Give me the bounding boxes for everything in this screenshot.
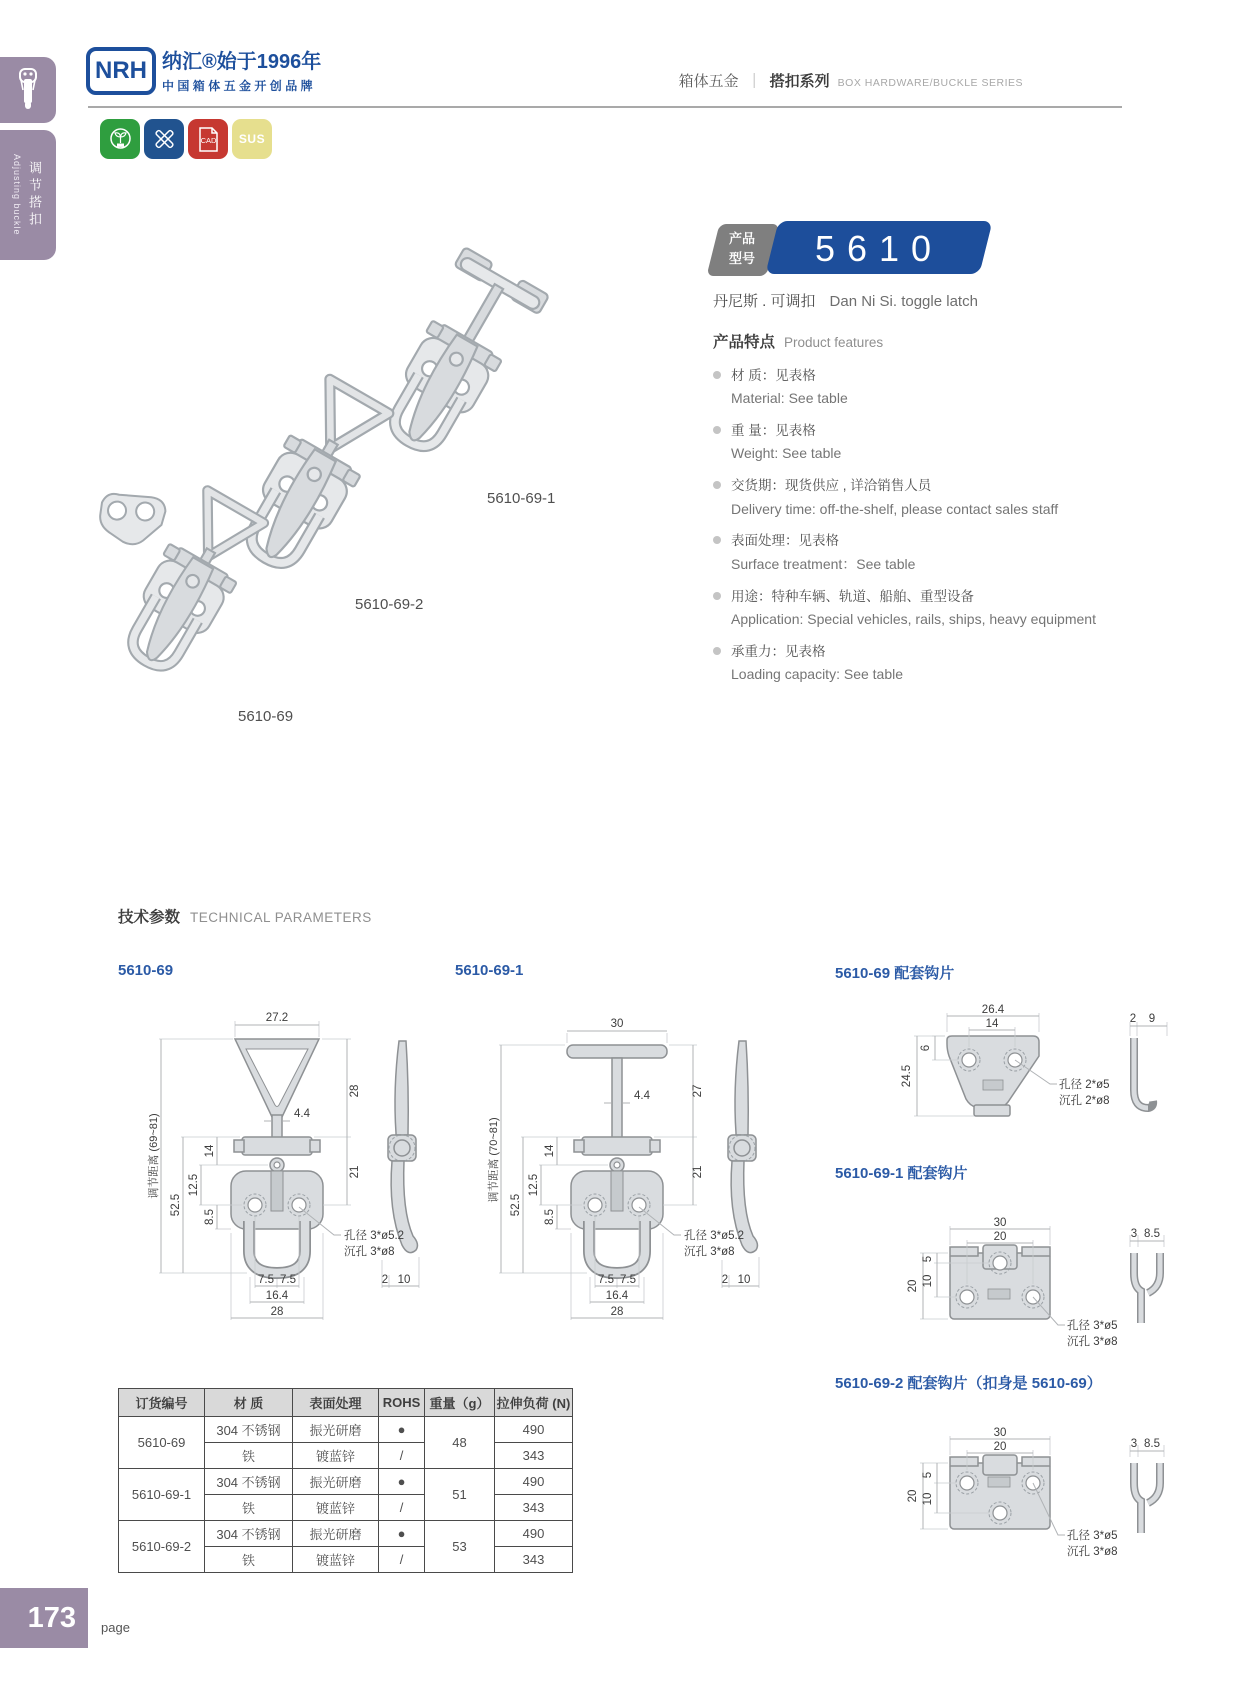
svg-text:孔径 3*ø5: 孔径 3*ø5 xyxy=(1067,1530,1118,1542)
feature-cn: 用途：特种车辆、轨道、船舶、重型设备 xyxy=(731,588,974,604)
table-row xyxy=(119,1469,573,1495)
col-material: 材 质 xyxy=(205,1389,293,1417)
feature-cn: 交货期：现货供应 , 详洽销售人员 xyxy=(731,478,932,494)
features-title-en: Product features xyxy=(784,335,884,350)
product-features xyxy=(713,330,1145,684)
cell-load: 343 xyxy=(495,1547,573,1573)
cell-rohs: / xyxy=(379,1443,425,1469)
svg-text:3: 3 xyxy=(1130,1438,1138,1450)
cell-weight: 53 xyxy=(425,1521,495,1573)
page-number-block xyxy=(0,1588,88,1648)
feature-item xyxy=(713,587,1145,629)
tech-drawing-hook-69 xyxy=(800,1000,1220,1155)
series-header xyxy=(645,70,1023,91)
badge-label-line2: 型号 xyxy=(728,251,755,267)
svg-text:20: 20 xyxy=(907,1489,919,1503)
feature-en: Delivery time: off-the-shelf, please contact sales staff xyxy=(731,500,1059,517)
svg-text:24.5: 24.5 xyxy=(901,1064,913,1088)
cell-load: 490 xyxy=(495,1521,573,1547)
svg-text:10: 10 xyxy=(922,1492,934,1506)
feature-item xyxy=(713,642,1145,684)
tech-title-en: TECHNICAL PARAMETERS xyxy=(190,910,372,925)
svg-text:5: 5 xyxy=(922,1471,934,1479)
col-load: 拉伸负荷 (N) xyxy=(495,1389,573,1417)
model-badge-label xyxy=(712,229,772,269)
svg-text:16.4: 16.4 xyxy=(265,1290,289,1302)
svg-text:27.2: 27.2 xyxy=(265,1012,289,1024)
svg-text:5: 5 xyxy=(922,1255,934,1263)
features-list xyxy=(713,366,1145,684)
svg-text:10: 10 xyxy=(737,1274,751,1286)
photo-label-5610-69: 5610-69 xyxy=(238,708,294,725)
svg-text:20: 20 xyxy=(993,1231,1007,1243)
svg-text:8.5: 8.5 xyxy=(204,1209,216,1225)
drawing-title-hook-69: 5610-69 配套钩片 xyxy=(835,965,955,982)
svg-text:10: 10 xyxy=(922,1274,934,1288)
svg-text:7.5: 7.5 xyxy=(620,1274,636,1286)
product-name-en: Dan Ni Si. toggle latch xyxy=(829,293,978,310)
cert-icons xyxy=(100,119,272,159)
cell-material: 304 不锈钢 xyxy=(205,1417,293,1443)
page-label: page xyxy=(101,1620,130,1635)
svg-text:4.4: 4.4 xyxy=(634,1090,650,1102)
svg-text:孔径 3*ø5.2: 孔径 3*ø5.2 xyxy=(344,1230,405,1242)
cell-material: 304 不锈钢 xyxy=(205,1469,293,1495)
brand-line2: 中国箱体五金开创品牌 xyxy=(162,79,317,93)
cell-rohs: ● xyxy=(379,1521,425,1547)
svg-text:孔径 3*ø5: 孔径 3*ø5 xyxy=(1067,1320,1118,1332)
svg-text:2: 2 xyxy=(1129,1013,1137,1025)
sidebar-label-cn: 调节搭扣 xyxy=(27,161,42,229)
cell-weight: 48 xyxy=(425,1417,495,1469)
feature-en: Weight: See table xyxy=(731,445,842,462)
cell-model: 5610-69-2 xyxy=(119,1521,205,1573)
features-title xyxy=(713,330,1145,352)
logo-text: NRH xyxy=(95,57,147,84)
svg-text:16.4: 16.4 xyxy=(605,1290,629,1302)
svg-text:8.5: 8.5 xyxy=(1144,1438,1160,1450)
feature-item xyxy=(713,531,1145,573)
cell-material: 铁 xyxy=(205,1443,293,1469)
svg-text:12.5: 12.5 xyxy=(528,1173,540,1197)
svg-text:7.5: 7.5 xyxy=(258,1274,274,1286)
cell-surface: 振光研磨 xyxy=(293,1417,379,1443)
cell-material: 304 不锈钢 xyxy=(205,1521,293,1547)
series-en: BOX HARDWARE/BUCKLE SERIES xyxy=(837,77,1023,89)
rohs-leaf-icon xyxy=(100,119,140,159)
svg-text:6: 6 xyxy=(920,1044,932,1052)
photo-label-5610-69-1: 5610-69-1 xyxy=(487,490,556,507)
svg-text:沉孔 3*ø8: 沉孔 3*ø8 xyxy=(344,1246,395,1258)
drawing-title-5610-69: 5610-69 xyxy=(118,962,174,979)
cell-model: 5610-69-1 xyxy=(119,1469,205,1521)
sus-icon xyxy=(232,119,272,159)
feature-cn: 表面处理：见表格 xyxy=(731,533,839,549)
svg-text:8.5: 8.5 xyxy=(1144,1228,1160,1240)
svg-text:28: 28 xyxy=(270,1306,284,1318)
cell-surface: 镀蓝锌 xyxy=(293,1495,379,1521)
product-name xyxy=(713,290,978,311)
header-divider xyxy=(88,106,1122,108)
model-number: 5610 xyxy=(814,228,944,269)
svg-text:28: 28 xyxy=(610,1306,624,1318)
latch-icon xyxy=(15,68,41,112)
svg-text:30: 30 xyxy=(610,1018,624,1030)
nrh-logo xyxy=(86,47,156,95)
svg-text:4.4: 4.4 xyxy=(294,1108,310,1120)
svg-text:20: 20 xyxy=(993,1441,1007,1453)
product-photo-5610-69 xyxy=(92,462,354,712)
cell-rohs: ● xyxy=(379,1417,425,1443)
sus-label: SUS xyxy=(238,132,266,146)
cell-surface: 振光研磨 xyxy=(293,1469,379,1495)
svg-text:12.5: 12.5 xyxy=(188,1173,200,1197)
svg-text:10: 10 xyxy=(397,1274,411,1286)
tech-drawing-hook-69-1 xyxy=(800,1195,1220,1365)
svg-text:9: 9 xyxy=(1148,1013,1156,1025)
cad-file-icon xyxy=(188,119,228,159)
svg-text:52.5: 52.5 xyxy=(510,1193,522,1217)
cell-load: 343 xyxy=(495,1443,573,1469)
svg-text:14: 14 xyxy=(204,1144,216,1158)
sidebar-label-en: Adjusting buckle xyxy=(12,154,22,236)
col-rohs: ROHS xyxy=(379,1389,425,1417)
cell-surface: 振光研磨 xyxy=(293,1521,379,1547)
feature-cn: 重 量：见表格 xyxy=(731,423,816,439)
tech-drawing-5610-69-1 xyxy=(450,995,785,1345)
series-cn-right: 搭扣系列 xyxy=(769,73,830,90)
series-cn-left: 箱体五金 xyxy=(678,73,739,90)
svg-text:孔径 3*ø5.2: 孔径 3*ø5.2 xyxy=(684,1230,745,1242)
features-title-cn: 产品特点 xyxy=(713,334,776,351)
cell-surface: 镀蓝锌 xyxy=(293,1443,379,1469)
svg-text:27: 27 xyxy=(692,1084,704,1098)
series-divider: ｜ xyxy=(746,73,762,90)
svg-text:沉孔 3*ø8: 沉孔 3*ø8 xyxy=(1067,1546,1118,1558)
tech-title-cn: 技术参数 xyxy=(118,909,181,926)
cell-surface: 镀蓝锌 xyxy=(293,1547,379,1573)
svg-text:20: 20 xyxy=(907,1279,919,1293)
feature-item xyxy=(713,421,1145,463)
feature-en: Application: Special vehicles, rails, ships, heavy equipment xyxy=(731,610,1096,627)
svg-text:26.4: 26.4 xyxy=(981,1004,1005,1016)
svg-text:52.5: 52.5 xyxy=(170,1193,182,1217)
table-row xyxy=(119,1521,573,1547)
cad-label: CAD xyxy=(200,135,216,145)
page-number: 173 xyxy=(27,1601,76,1634)
feature-en: Loading capacity: See table xyxy=(731,665,904,682)
svg-text:调节距离 (70~81): 调节距离 (70~81) xyxy=(488,1117,500,1203)
svg-text:14: 14 xyxy=(985,1018,999,1030)
product-name-cn: 丹尼斯 . 可调扣 xyxy=(713,293,816,310)
svg-text:7.5: 7.5 xyxy=(280,1274,296,1286)
col-weight: 重量（g） xyxy=(425,1389,495,1417)
brand-line1: 纳汇®始于1996年 xyxy=(162,51,322,73)
feature-en: Material: See table xyxy=(731,390,848,407)
feature-item xyxy=(713,476,1145,518)
svg-text:7.5: 7.5 xyxy=(598,1274,614,1286)
svg-text:调节距离 (69~81): 调节距离 (69~81) xyxy=(148,1113,160,1199)
svg-text:沉孔 2*ø8: 沉孔 2*ø8 xyxy=(1059,1095,1110,1107)
feature-cn: 材 质：见表格 xyxy=(731,368,816,383)
svg-text:14: 14 xyxy=(544,1144,556,1158)
svg-text:28: 28 xyxy=(349,1084,361,1098)
drawing-title-5610-69-1: 5610-69-1 xyxy=(455,962,524,979)
cell-rohs: ● xyxy=(379,1469,425,1495)
cell-load: 490 xyxy=(495,1417,573,1443)
svg-text:30: 30 xyxy=(993,1217,1007,1229)
svg-text:3: 3 xyxy=(1130,1228,1138,1240)
svg-text:21: 21 xyxy=(349,1165,361,1179)
svg-text:2: 2 xyxy=(381,1274,389,1286)
photo-label-5610-69-2: 5610-69-2 xyxy=(355,596,424,613)
cell-rohs: / xyxy=(379,1495,425,1521)
badge-label-line1: 产品 xyxy=(728,231,755,246)
sidebar-item-adjusting-buckle xyxy=(0,130,56,260)
feature-cn: 承重力：见表格 xyxy=(731,643,826,659)
cell-model: 5610-69 xyxy=(119,1417,205,1469)
svg-text:8.5: 8.5 xyxy=(544,1209,556,1225)
cell-rohs: / xyxy=(379,1547,425,1573)
design-tools-icon xyxy=(144,119,184,159)
feature-item xyxy=(713,366,1145,408)
cell-material: 铁 xyxy=(205,1547,293,1573)
svg-text:2: 2 xyxy=(721,1274,729,1286)
spec-header-row xyxy=(119,1389,573,1417)
col-surface: 表面处理 xyxy=(293,1389,379,1417)
tech-drawing-hook-69-2 xyxy=(800,1405,1220,1575)
col-order-no: 订货编号 xyxy=(119,1389,205,1417)
sidebar-category-tab xyxy=(0,57,56,123)
svg-text:沉孔 3*ø8: 沉孔 3*ø8 xyxy=(684,1246,735,1258)
table-row xyxy=(119,1417,573,1443)
tech-section-title xyxy=(118,905,372,927)
feature-en: Surface treatment：See table xyxy=(731,555,916,572)
drawing-title-hook-69-2: 5610-69-2 配套钩片（扣身是 5610-69） xyxy=(835,1375,1102,1392)
cell-weight: 51 xyxy=(425,1469,495,1521)
cell-material: 铁 xyxy=(205,1495,293,1521)
cell-load: 343 xyxy=(495,1495,573,1521)
svg-text:21: 21 xyxy=(692,1165,704,1179)
svg-text:孔径 2*ø5: 孔径 2*ø5 xyxy=(1059,1079,1110,1091)
svg-text:沉孔 3*ø8: 沉孔 3*ø8 xyxy=(1067,1336,1118,1348)
svg-text:30: 30 xyxy=(993,1427,1007,1439)
tech-drawing-5610-69 xyxy=(110,995,445,1345)
brand-block xyxy=(162,45,321,94)
drawing-title-hook-69-1: 5610-69-1 配套钩片 xyxy=(835,1165,968,1182)
spec-table xyxy=(118,1388,573,1573)
cell-load: 490 xyxy=(495,1469,573,1495)
